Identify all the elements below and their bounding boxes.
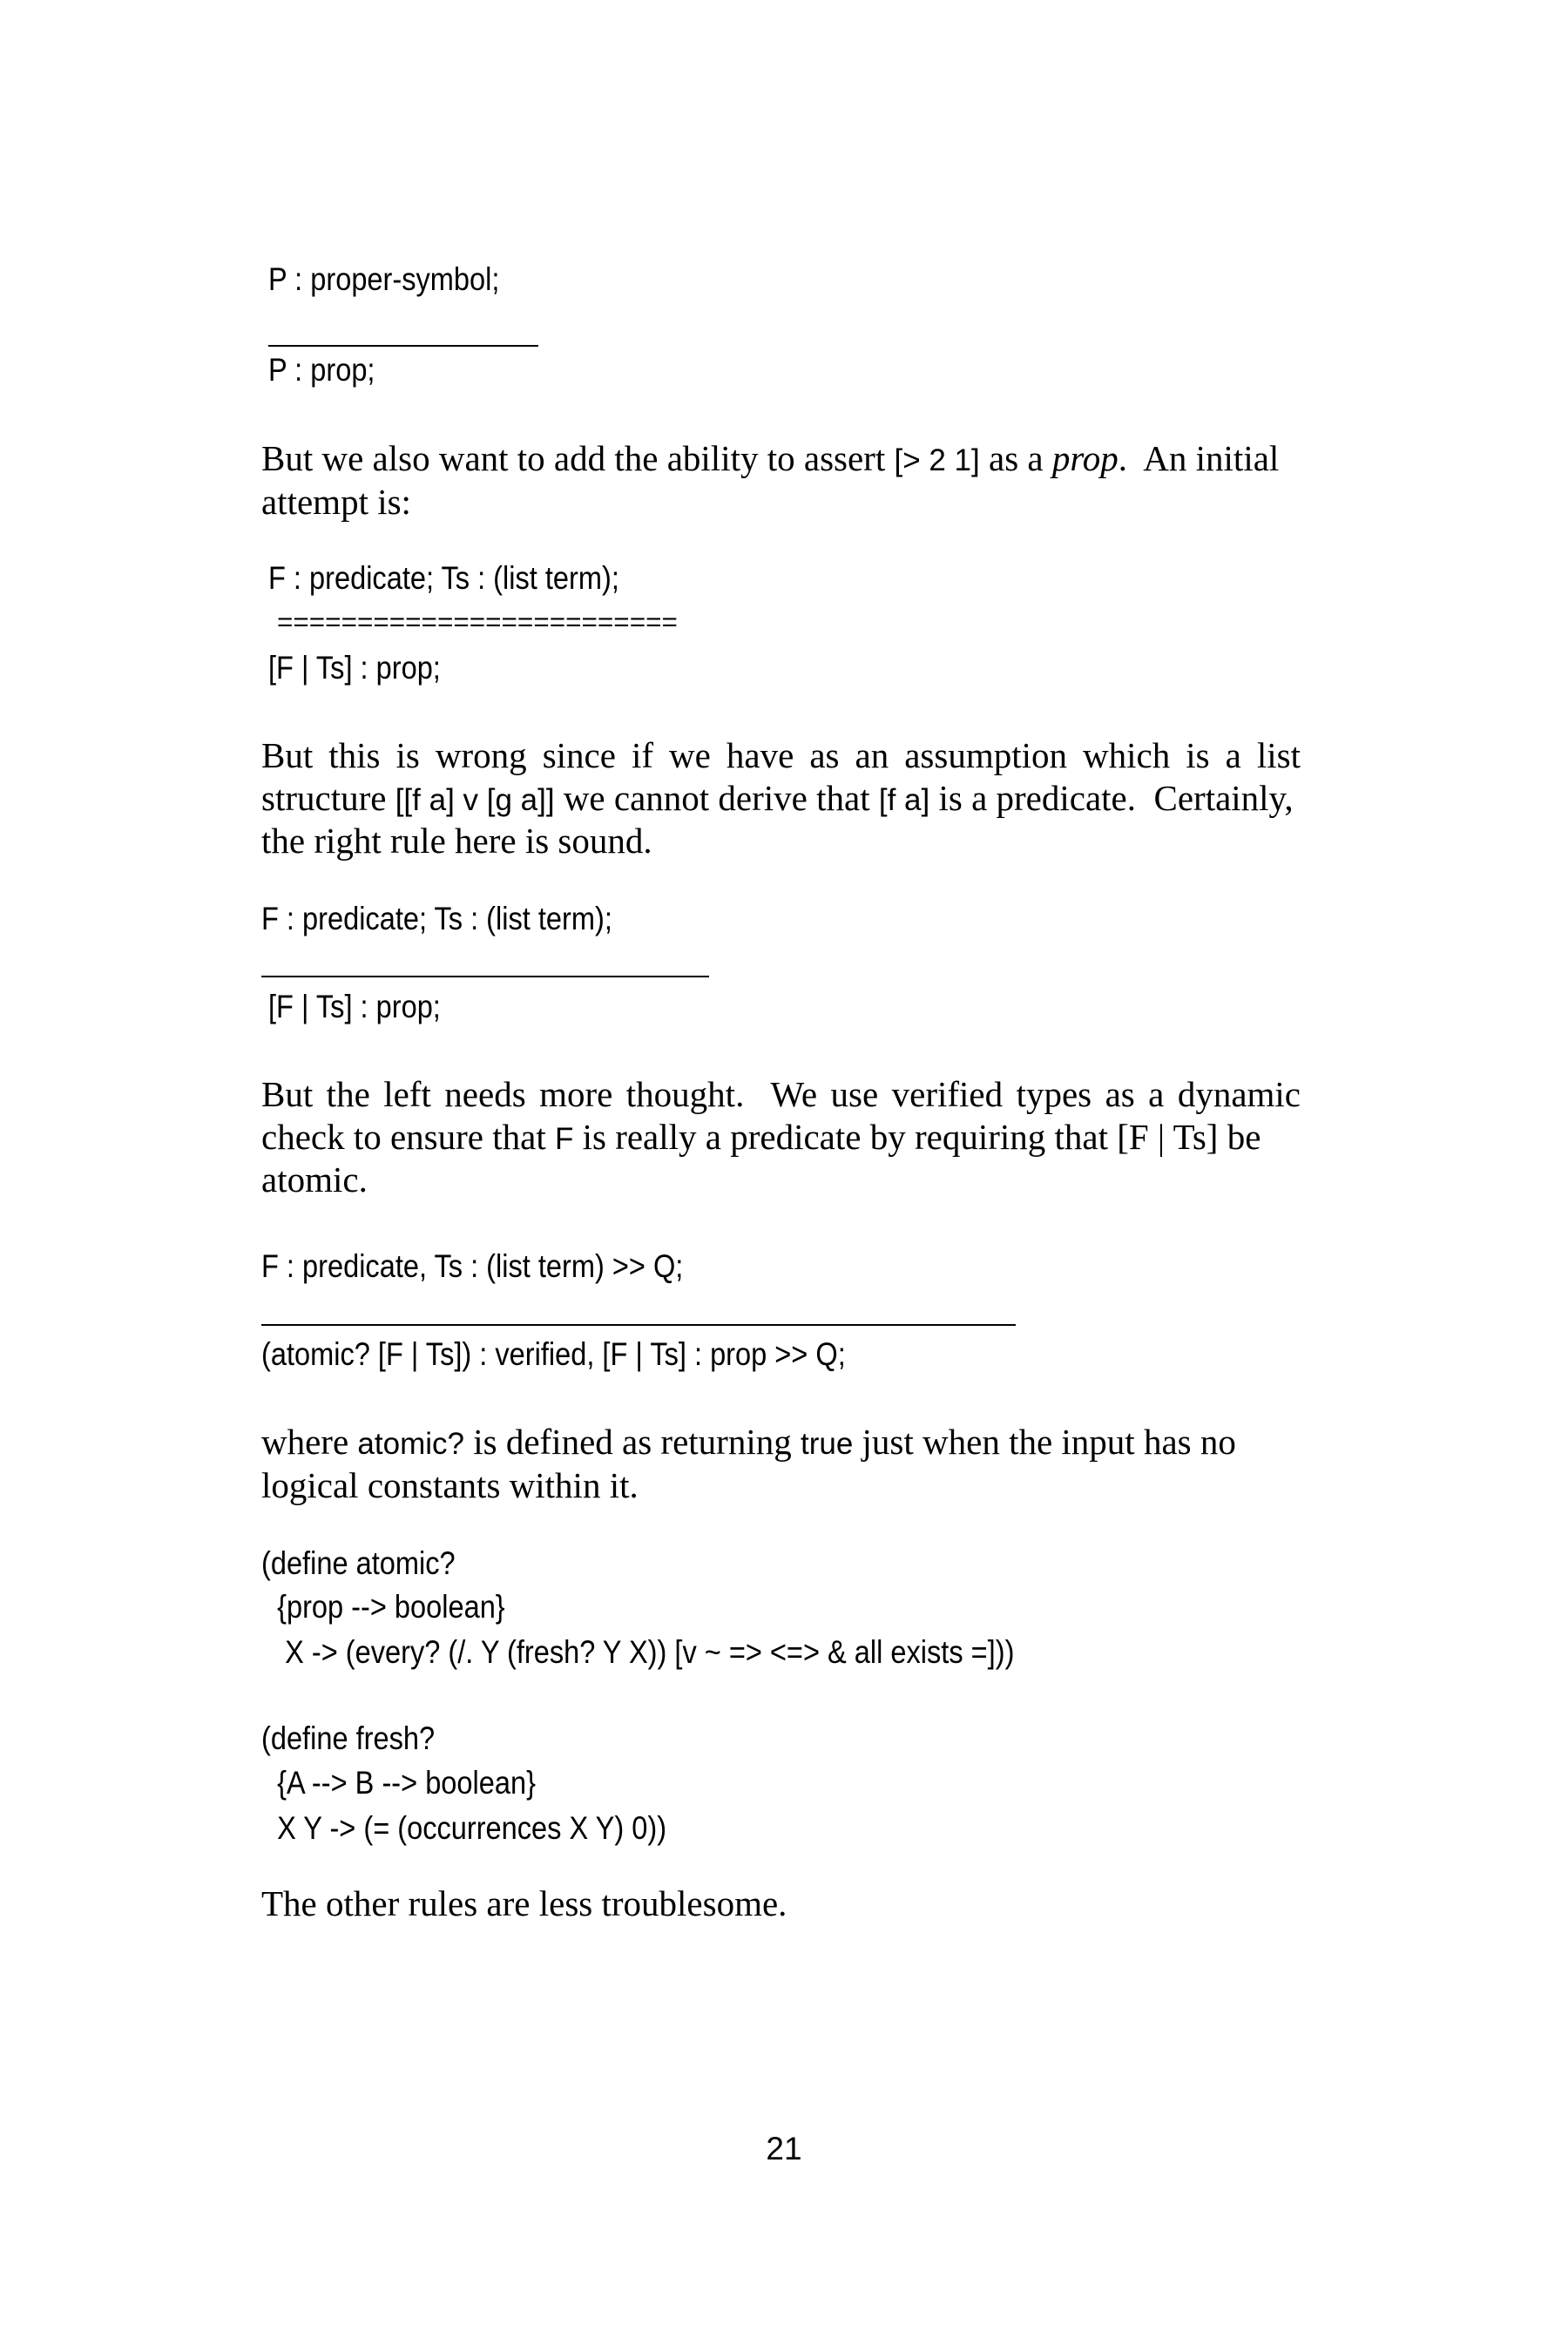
- para2-code2: [f a]: [878, 783, 930, 817]
- rule2-conclusion: [F | Ts] : prop;: [268, 650, 441, 686]
- para3-text-a: check to ensure that: [261, 1117, 555, 1157]
- para1-line2: attempt is:: [261, 482, 411, 522]
- closing-sentence: The other rules are less troublesome.: [261, 1883, 787, 1923]
- para2-code1: [[f a] v [g a]]: [395, 783, 555, 817]
- para3-code: F: [554, 1122, 574, 1156]
- rule1-conclusion: P : prop;: [268, 352, 375, 388]
- para4-text-c: just when the input has no: [853, 1422, 1236, 1462]
- rule3-conclusion: [F | Ts] : prop;: [268, 989, 441, 1024]
- rule2-double-separator: =========================: [277, 608, 678, 637]
- para4-code2: true: [800, 1427, 854, 1461]
- para2-line3: the right rule here is sound.: [261, 821, 652, 861]
- para1-line1: [261, 438, 1280, 478]
- para3-line1: But the left needs more thought. We use verified types as a dynamic: [261, 1074, 1301, 1114]
- define-fresh-line2: {A --> B --> boolean}: [261, 1765, 536, 1801]
- define-atomic-line3: X -> (every? (/. Y (fresh? Y X)) [v ~ => <=> & all exists =])): [261, 1634, 1015, 1670]
- rule1-inference-line: [268, 345, 538, 347]
- para1-emphasis: prop: [1051, 438, 1119, 478]
- para2-text-b: we cannot derive that: [554, 778, 879, 818]
- define-atomic-line2: {prop --> boolean}: [261, 1589, 505, 1625]
- rule3-premise: F : predicate; Ts : (list term);: [261, 901, 612, 936]
- para1-text-c: . An initial: [1118, 438, 1280, 478]
- rule1-premise: P : proper-symbol;: [268, 261, 500, 297]
- para2-text-c: is a predicate. Certainly,: [929, 778, 1294, 818]
- rule3-inference-line: [261, 976, 709, 977]
- para3-line2: [261, 1119, 1260, 1155]
- para3-line3: atomic.: [261, 1159, 368, 1200]
- define-atomic-line1: (define atomic?: [261, 1545, 456, 1581]
- define-fresh-line3: X Y -> (= (occurrences X Y) 0)): [261, 1810, 667, 1846]
- para4-line1: [261, 1424, 1236, 1460]
- para2-text-a: structure: [261, 778, 395, 818]
- rule2-premise: F : predicate; Ts : (list term);: [268, 560, 619, 596]
- para4-text-b: is defined as returning: [463, 1422, 801, 1462]
- para1-text-a: But we also want to add the ability to assert: [261, 438, 895, 478]
- page-number: 21: [766, 2131, 802, 2166]
- para2-line2: [261, 778, 1294, 818]
- para1-code: [> 2 1]: [894, 443, 980, 477]
- rule4-conclusion: (atomic? [F | Ts]) : verified, [F | Ts] : prop >> Q;: [261, 1336, 846, 1372]
- para3-text-b: is really a predicate by requiring that [F | Ts] be: [573, 1117, 1261, 1157]
- rule4-premise: F : predicate, Ts : (list term) >> Q;: [261, 1248, 684, 1284]
- para4-code1: atomic?: [357, 1427, 464, 1461]
- para4-text-a: where: [261, 1422, 358, 1462]
- para4-line2: logical constants within it.: [261, 1465, 639, 1505]
- para2-line1: But this is wrong since if we have as an assumption which is a list: [261, 735, 1301, 775]
- para1-text-b: as a: [979, 438, 1052, 478]
- define-fresh-line1: (define fresh?: [261, 1720, 436, 1756]
- rule4-inference-line: [261, 1324, 1016, 1326]
